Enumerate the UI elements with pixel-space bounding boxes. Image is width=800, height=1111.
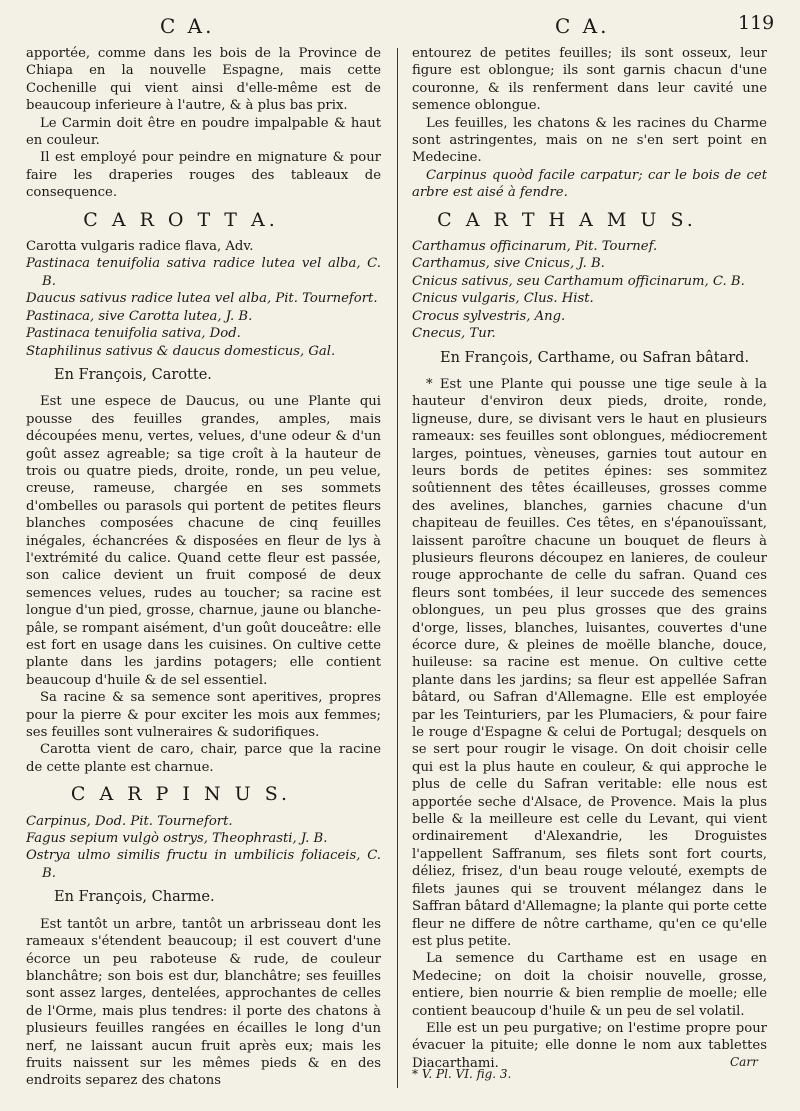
running-head-left: C A. bbox=[160, 14, 215, 38]
paragraph: apportée, comme dans les bois de la Province de Chiapa en la nouvelle Espagne, mais cette Cochenille qui vient ainsi d'elle-même est de beaucoup inferieure à l'autre, & à plus bas prix. bbox=[26, 46, 381, 114]
section-title-carthamus: C A R T H A M U S. bbox=[437, 208, 697, 231]
french-name: En François, Charme. bbox=[54, 889, 215, 906]
synonym: Pastinaca, sive Carotta lutea, J. B. bbox=[26, 308, 253, 324]
page-number: 119 bbox=[738, 12, 775, 34]
synonym: Carpinus, Dod. Pit. Tournefort. bbox=[26, 813, 233, 829]
synonym: Crocus sylvestris, Ang. bbox=[412, 308, 566, 324]
synonym: Ostrya ulmo similis fructu in umbilicis foliaceis, C. B. bbox=[26, 848, 381, 881]
left-column bbox=[26, 45, 381, 1090]
catchword: Carr bbox=[730, 1055, 758, 1069]
french-name: En François, Carthame, ou Safran bâtard. bbox=[440, 349, 750, 366]
column-divider bbox=[397, 48, 398, 1088]
paragraph: entourez de petites feuilles; ils sont osseux, leur figure est oblongue; ils sont garnis chacun d'une couronne, & ils renferment dans leur cavité une semence oblongue. bbox=[412, 46, 767, 114]
synonym: Cnicus sativus, seu Carthamum officinarum, C. B. bbox=[412, 273, 745, 289]
paragraph: Carpinus quoòd facile carpatur; car le bois de cet arbre est aisé à fendre. bbox=[412, 167, 767, 201]
synonym: Carotta vulgaris radice flava, Adv. bbox=[26, 239, 254, 255]
paragraph: Il est employé pour peindre en mignature & pour faire les draperies rouges des tableaux de consequence. bbox=[26, 150, 381, 201]
synonym: Pastinaca tenuifolia sativa, Dod. bbox=[26, 326, 241, 342]
paragraph: * Est une Plante qui pousse une tige seule à la hauteur d'environ deux pieds, droite, ronde, ligneuse, dure, se divisant vers le haut en plusieurs rameaux: ses feuilles sont oblongues, médiocrement larges, pointues, vèneuses, garnies tout autour en leurs bords de petites épines: ses sommitez soûtiennent des têtes écailleuses, grosses comme des avelines, blanches, garnies chacune d'un chapiteau de feuilles. Ces têtes, en s'épanouïssant, laissent paroître chacune un bouquet de fleurs à plusieurs fleurons découpez en lanieres, de couleur rouge approchante de celle du safran. Quand ces fleurs sont tombées, il leur succede des semences oblongues, un peu plus grosses que des grains d'orge, lisses, blanches, luisantes, couvertes d'une écorce dure, & pleines de moëlle blanche, douce, huileuse: sa racine est menue. On cultive cette plante dans les jardins; sa fleur est appellée Safran bâtard, ou Safran d'Allemagne. Elle est employée par les Teinturiers, par les Plumaciers, & pour faire le rouge d'Espagne & celui de Portugal; desquels on se sert pour rougir le visage. On doit choisir celle qui est la plus haute en couleur, & qui approche le plus de celle du Safran veritable: elle nous est apportée seche d'Alsace, de Provence. Mais la plus belle & la meilleure est celle du Levant, qui vient ordinairement d'Alexandrie, les Droguistes l'appellent Saffranum, ses filets sont fort courts, déliez, frisez, d'un beau rouge velouté, exempts de filets jaunes qui se trouvent mélangez dans le Saffran bâtard d'Allemagne; la plante qui porte cette fleur ne differe de nôtre carthame, qu'en ce qu'elle est plus petite. bbox=[412, 376, 767, 949]
synonym: Pastinaca tenuifolia sativa radice lutea vel alba, C. B. bbox=[26, 256, 381, 289]
paragraph: Carotta vient de caro, chair, parce que la racine de cette plante est charnue. bbox=[26, 742, 381, 775]
right-column bbox=[412, 45, 767, 1072]
paragraph: La semence du Carthame est en usage en Medecine; on doit la choisir nouvelle, grosse, entiere, bien nourrie & bien remplie de moelle; elle contient beaucoup d'huile & un peu de sel volatil. bbox=[412, 951, 767, 1019]
paragraph: Elle est un peu purgative; on l'estime propre pour évacuer la pituite; elle donne le nom aux tablettes Diacarthami. bbox=[412, 1020, 767, 1071]
paragraph: Les feuilles, les chatons & les racines du Charme sont astringentes, mais on ne s'en sert point en Medecine. bbox=[412, 115, 767, 166]
footnote: * V. Pl. VI. fig. 3. bbox=[412, 1067, 512, 1081]
paragraph: Est tantôt un arbre, tantôt un arbrisseau dont les rameaux s'étendent beaucoup; il est couvert d'une écorce un peu raboteuse & rude, de couleur blanchâtre; son bois est dur, blanchâtre; ses feuilles sont assez larges, dentelées, approchantes de celles de l'Orme, mais plus tendres: il porte des chatons à plusieurs feuilles rangées en écailles le long d'un nerf, ne laissant aucun fruit après eux; mais les fruits naissent sur les mêmes pieds & en des endroits separez des chatons bbox=[26, 916, 381, 1089]
running-head-right: C A. bbox=[555, 14, 610, 38]
synonym: Staphilinus sativus & daucus domesticus, Gal. bbox=[26, 343, 336, 359]
section-title-carpinus: C A R P I N U S. bbox=[70, 783, 292, 806]
synonym: Carthamus officinarum, Pit. Tournef. bbox=[412, 239, 658, 255]
section-title-carotta: C A R O T T A. bbox=[83, 208, 279, 231]
paragraph: Est une espece de Daucus, ou une Plante qui pousse des feuilles grandes, amples, mais découpées menu, vertes, velues, d'une odeur & d'un goût assez agreable; sa tige croît à la hauteur de trois ou quatre pieds, droite, ronde, un peu velue, creuse, rameuse, chargée en ses sommets d'ombelles ou parasols qui portent de petites fleurs blanches composées chacune de cinq feuilles inégales, échancrées & disposées en fleur de lys à l'extrémité du calice. Quand cette fleur est passée, son calice devient un fruit composé de deux semences velues, rudes au toucher; sa racine est longue d'un pied, grosse, charnue, jaune ou blanche-pâle, se rompant aisément, d'un goût douceâtre: elle est fort en usage dans les cuisines. On cultive cette plante dans les jardins potagers; elle contient beaucoup d'huile & de sel essentiel. bbox=[26, 394, 381, 688]
french-name: En François, Carotte. bbox=[54, 366, 212, 383]
synonym: Daucus sativus radice lutea vel alba, Pit. Tournefort. bbox=[26, 291, 378, 307]
synonym: Cnicus vulgaris, Clus. Hist. bbox=[412, 291, 594, 307]
synonym: Fagus sepium vulgò ostrys, Theophrasti, J. B. bbox=[26, 831, 328, 847]
paragraph: Le Carmin doit être en poudre impalpable & haut en couleur. bbox=[26, 115, 381, 149]
paragraph: Sa racine & sa semence sont aperitives, propres pour la pierre & pour exciter les mois aux femmes; ses feuilles sont vulneraires & sudorifiques. bbox=[26, 690, 381, 741]
synonym: Carthamus, sive Cnicus, J. B. bbox=[412, 256, 605, 272]
synonym: Cnecus, Tur. bbox=[412, 326, 496, 342]
